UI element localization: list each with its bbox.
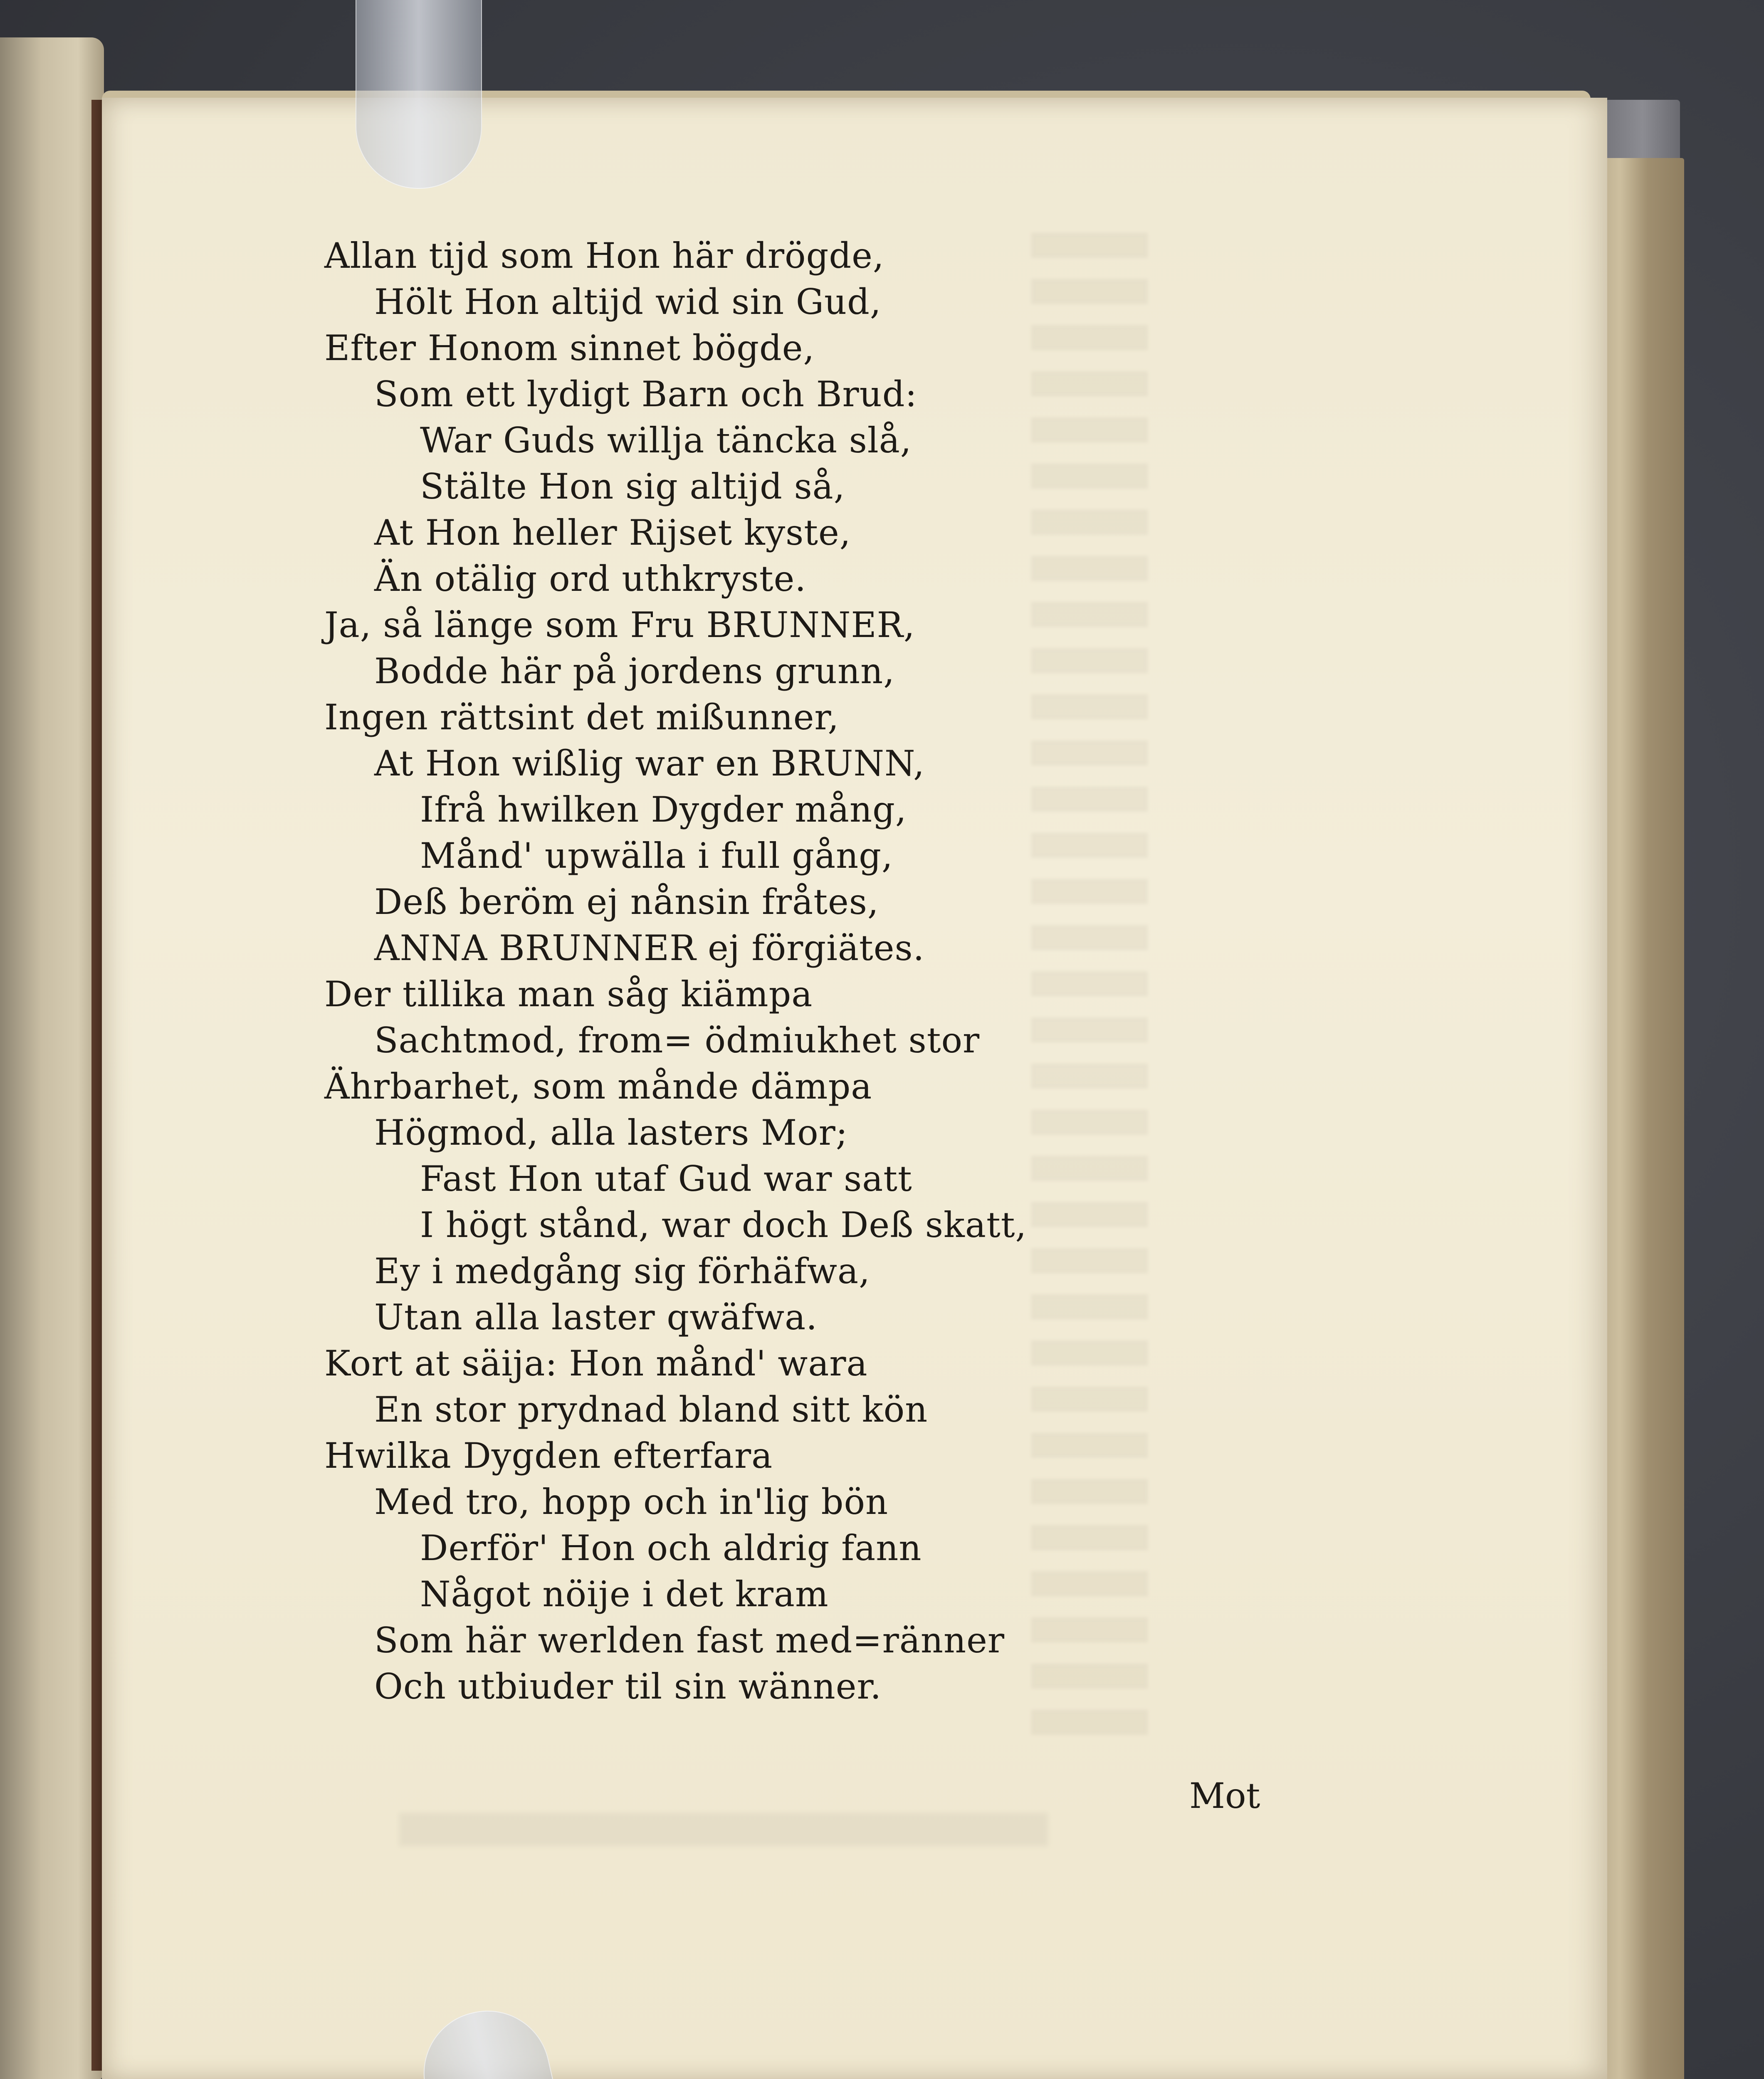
poem-line: Hölt Hon altijd wid sin Gud, bbox=[374, 281, 882, 322]
poem-line: Bodde här på jordens grunn, bbox=[374, 651, 895, 691]
poem-line: At Hon wißlig war en BRUNN, bbox=[374, 743, 925, 784]
poem-line: Som här werlden fast med=ränner bbox=[374, 1620, 1005, 1661]
left-page-edge bbox=[0, 37, 104, 2079]
show-through-bottom bbox=[399, 1813, 1048, 1846]
poem-line: Ährbarhet, som månde dämpa bbox=[324, 1066, 872, 1107]
poem-line: Ja, så länge som Fru BRUNNER, bbox=[324, 605, 915, 645]
poem-line: Som ett lydigt Barn och Brud: bbox=[374, 374, 917, 415]
poem-line: Ey i medgång sig förhäfwa, bbox=[374, 1251, 870, 1291]
poem-line: Utan alla laster qwäfwa. bbox=[374, 1297, 818, 1338]
poem-line: Allan tijd som Hon här drögde, bbox=[324, 235, 884, 276]
poem-line: Efter Honom sinnet bögde, bbox=[324, 328, 815, 368]
poem-line: Med tro, hopp och in'lig bön bbox=[374, 1481, 889, 1522]
poem-line: Deß beröm ej nånsin fråtes, bbox=[374, 881, 879, 922]
poem-line: At Hon heller Rijset kyste, bbox=[374, 512, 851, 553]
poem-line: Månd' upwälla i full gång, bbox=[420, 835, 893, 876]
page-clip-top bbox=[356, 0, 482, 189]
poem-line: Hwilka Dygden efterfara bbox=[324, 1435, 773, 1476]
poem-line: Ifrå hwilken Dygder mång, bbox=[420, 789, 907, 830]
poem-line: Och utbiuder til sin wänner. bbox=[374, 1666, 882, 1707]
poem-line: Der tillika man såg kiämpa bbox=[324, 974, 813, 1015]
poem-text bbox=[324, 233, 1239, 1710]
poem-line: I högt stånd, war doch Deß skatt, bbox=[420, 1205, 1027, 1245]
poem-line: Högmod, alla lasters Mor; bbox=[374, 1112, 848, 1153]
poem-line: Stälte Hon sig altijd så, bbox=[420, 466, 845, 507]
poem-line: En stor prydnad bland sitt kön bbox=[374, 1389, 928, 1430]
poem-line: Ingen rättsint det mißunner, bbox=[324, 697, 840, 738]
catchword: Mot bbox=[1189, 1775, 1260, 1816]
poem-line: Än otälig ord uthkryste. bbox=[374, 558, 807, 599]
poem-line: Sachtmod, from= ödmiukhet stor bbox=[374, 1020, 980, 1061]
poem-line: ANNA BRUNNER ej förgiätes. bbox=[374, 928, 925, 968]
poem-line: Fast Hon utaf Gud war satt bbox=[420, 1158, 912, 1199]
poem-line: Kort at säija: Hon månd' wara bbox=[324, 1343, 868, 1384]
poem-line: Derför' Hon och aldrig fann bbox=[420, 1528, 922, 1568]
poem-line: War Guds willja täncka slå, bbox=[420, 420, 912, 461]
poem-line: Något nöije i det kram bbox=[420, 1574, 829, 1615]
